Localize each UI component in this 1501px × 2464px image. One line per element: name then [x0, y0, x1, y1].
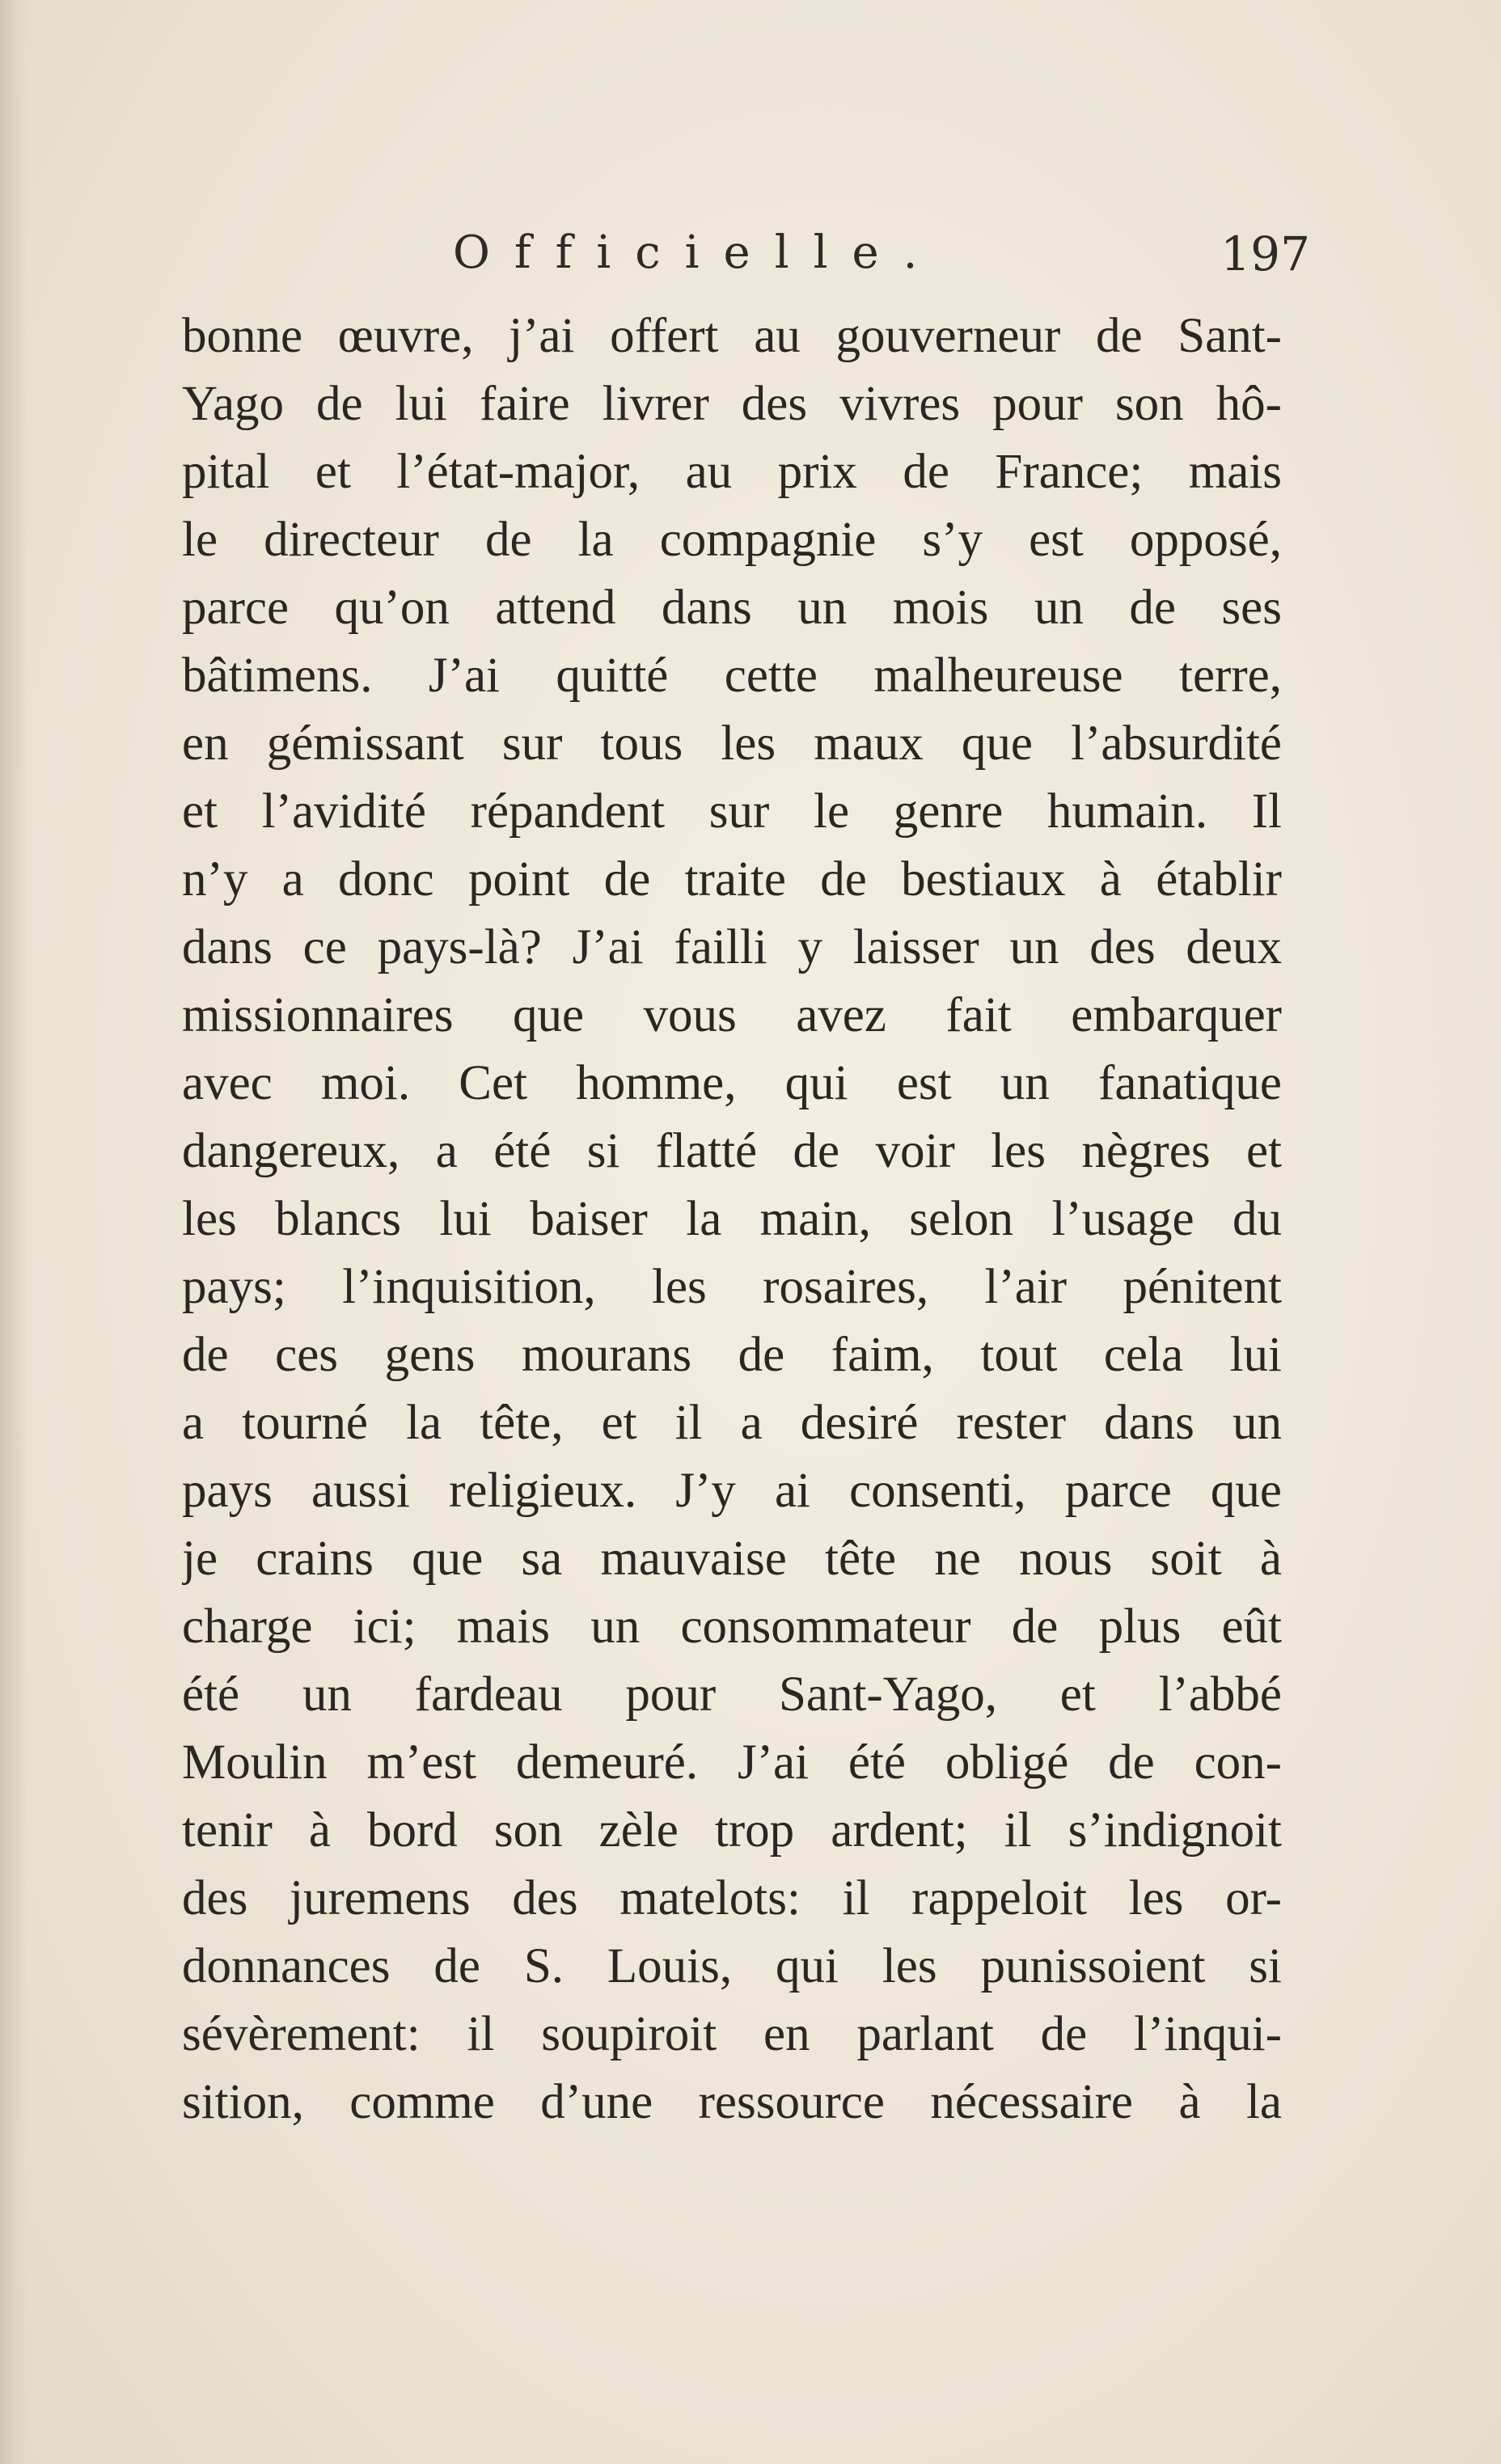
text-line: dans ce pays-là? J’ai failli y laisser un des deux — [182, 920, 1282, 974]
text-line: missionnaires que vous avez fait embarquer — [182, 988, 1282, 1042]
text-line: a tourné la tête, et il a desiré rester dans un — [182, 1396, 1282, 1450]
text-line: avec moi. Cet homme, qui est un fanatique — [182, 1056, 1282, 1110]
text-line: n’y a donc point de traite de bestiaux à établir — [182, 852, 1282, 907]
text-line: de ces gens mourans de faim, tout cela lui — [182, 1328, 1282, 1382]
text-line: les blancs lui baiser la main, selon l’usage du — [182, 1192, 1282, 1246]
text-line: sévèrement: il soupiroit en parlant de l’inqui- — [182, 2007, 1282, 2061]
text-line: parce qu’on attend dans un mois un de ses — [182, 581, 1282, 635]
text-line: Moulin m’est demeuré. J’ai été obligé de con- — [182, 1735, 1282, 1790]
text-line: donnances de S. Louis, qui les punissoient si — [182, 1939, 1282, 1993]
text-line: charge ici; mais un consommateur de plus eût — [182, 1600, 1282, 1654]
text-line: dangereux, a été si flatté de voir les nègres et — [182, 1124, 1282, 1178]
running-head-title: Officielle. — [453, 226, 942, 279]
body-text — [182, 302, 1282, 2136]
running-head — [453, 220, 1310, 301]
page-gutter-shadow — [0, 0, 27, 2464]
text-line: pays; l’inquisition, les rosaires, l’air pénitent — [182, 1260, 1282, 1314]
text-line: bâtimens. J’ai quitté cette malheureuse terre, — [182, 649, 1282, 703]
text-line: pital et l’état-major, au prix de France; mais — [182, 445, 1282, 499]
text-line: été un fardeau pour Sant-Yago, et l’abbé — [182, 1667, 1282, 1722]
text-line: pays aussi religieux. J’y ai consenti, parce que — [182, 1464, 1282, 1518]
page-number: 197 — [1220, 226, 1310, 281]
text-line: des juremens des matelots: il rappeloit les or- — [182, 1871, 1282, 1925]
text-line: le directeur de la compagnie s’y est opposé, — [182, 513, 1282, 567]
text-line: bonne œuvre, j’ai offert au gouverneur de Sant- — [182, 309, 1282, 363]
text-line: en gémissant sur tous les maux que l’absurdité — [182, 716, 1282, 771]
text-line: sition, comme d’une ressource nécessaire à la — [182, 2075, 1282, 2129]
text-line: et l’avidité répandent sur le genre humain. Il — [182, 784, 1282, 839]
text-line: je crains que sa mauvaise tête ne nous soit à — [182, 1532, 1282, 1586]
text-line: Yago de lui faire livrer des vivres pour son hô- — [182, 377, 1282, 431]
text-line: tenir à bord son zèle trop ardent; il s’indignoit — [182, 1803, 1282, 1858]
